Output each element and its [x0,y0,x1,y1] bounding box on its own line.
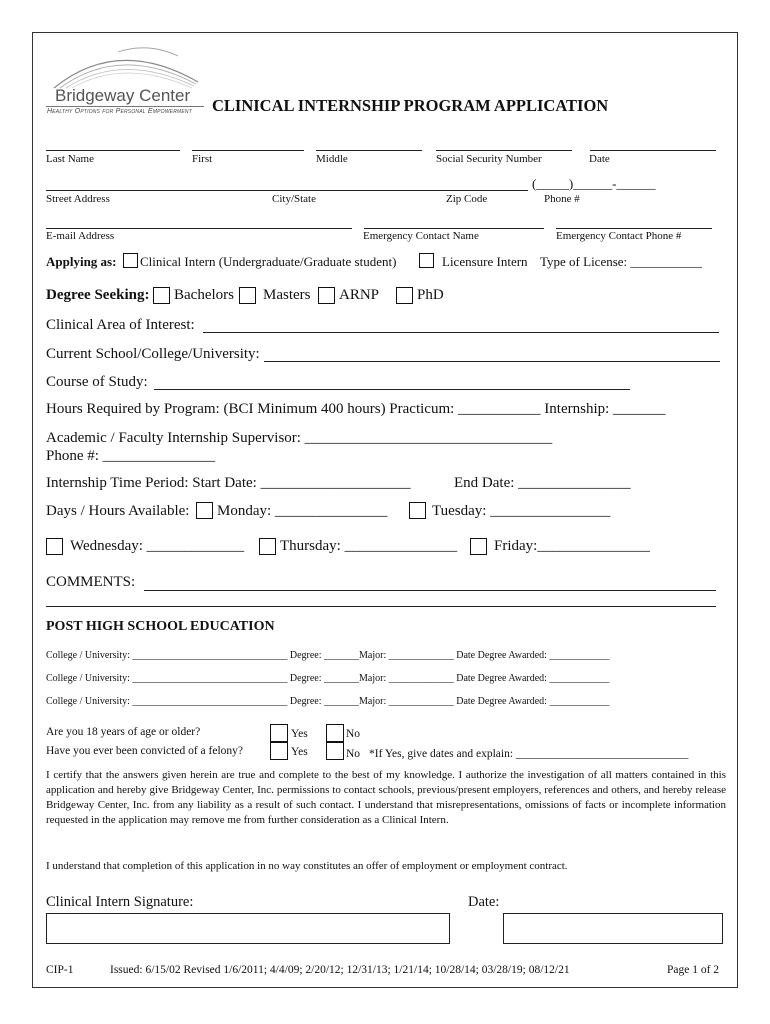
signature-label: Clinical Intern Signature: [46,894,194,910]
tuesday-checkbox[interactable] [409,502,426,519]
education-row[interactable]: College / University: _______________________________ Degree: _______Major: _____________ Date Degree Awarded: ____________ [46,696,610,707]
supervisor-phone-field[interactable]: Phone #: _______________ [46,448,216,464]
course-label: Course of Study: [46,374,148,390]
licensure-intern-option: Licensure Intern [442,254,528,269]
date-field[interactable] [590,150,716,151]
age-no-checkbox[interactable] [326,724,344,742]
form-code: CIP-1 [46,964,74,976]
license-type-field[interactable]: Type of License: ___________ [540,254,702,269]
licensure-intern-checkbox[interactable] [419,253,434,268]
last-name-field[interactable] [46,150,180,151]
zip-label: Zip Code [446,193,488,205]
emergency-name-label: Emergency Contact Name [363,230,479,242]
arnp-option: ARNP [339,287,380,303]
thursday-field[interactable]: Thursday: _______________ [280,538,458,554]
email-label: E-mail Address [46,230,115,242]
degree-seeking-label: Degree Seeking: [46,287,150,303]
thursday-checkbox[interactable] [259,538,276,555]
school-label: Current School/College/University: [46,346,260,362]
first-name-label: First [192,153,213,165]
education-row[interactable]: College / University: _______________________________ Degree: _______Major: _____________ Date Degree Awarded: ____________ [46,673,610,684]
school-field[interactable] [264,361,720,362]
hours-required[interactable]: Hours Required by Program: (BCI Minimum 400 hours) Practicum: ___________ Internship: _______ [46,401,666,417]
emergency-phone-field[interactable] [556,228,712,229]
felony-no-checkbox[interactable] [326,742,344,760]
age-yes-checkbox[interactable] [270,724,288,742]
phd-checkbox[interactable] [396,287,413,304]
middle-name-field[interactable] [316,150,422,151]
course-field[interactable] [154,389,630,390]
supervisor-field[interactable]: Academic / Faculty Internship Supervisor: _________________________________ [46,430,553,446]
age-yes-label: Yes [291,728,308,740]
start-date-field[interactable]: Internship Time Period: Start Date: ____________________ [46,475,411,491]
wednesday-field[interactable]: Wednesday: _____________ [70,538,245,554]
emergency-name-field[interactable] [364,228,544,229]
email-field[interactable] [46,228,352,229]
wednesday-checkbox[interactable] [46,538,63,555]
masters-checkbox[interactable] [239,287,256,304]
felony-yes-label: Yes [291,746,308,758]
tuesday-field[interactable]: Tuesday: ________________ [432,503,611,519]
end-date-field[interactable]: End Date: _______________ [454,475,631,491]
applying-label: Applying as: [46,254,117,269]
form-title: CLINICAL INTERNSHIP PROGRAM APPLICATION [212,96,609,115]
clinical-intern-checkbox[interactable] [123,253,138,268]
date-label: Date [589,153,610,165]
logo-divider [46,106,204,107]
logo-arc-icon [48,42,208,90]
clinical-area-label: Clinical Area of Interest: [46,317,195,333]
emergency-phone-label: Emergency Contact Phone # [556,230,682,242]
page-number: Page 1 of 2 [667,964,720,976]
issued-dates: Issued: 6/15/02 Revised 1/6/2011; 4/4/09; 2/20/12; 12/31/13; 1/21/14; 10/28/14; 03/28/19; 08/12/21 [110,964,570,976]
certification-text: I certify that the answers given herein are true and complete to the best of my knowledge. I authorize the investigation of all matters contained in this application and hereby give Bridgeway Center, Inc. permissions to contact schools, previous/present employers, references and others, and hereby release Bridgeway Center, Inc. from any liability as a result of such contact. I understand that misrepresentations, omissions of facts or incomplete information requested in the application may remove me from further consideration as a Clinical Intern. [46,769,726,826]
last-name-label: Last Name [46,153,94,165]
clinical-area-field[interactable] [203,332,719,333]
phone-field[interactable]: (_____)______-______ [532,176,656,191]
comments-label: COMMENTS: [46,574,136,590]
days-available-label: Days / Hours Available: [46,503,190,519]
age-no-label: No [346,728,361,740]
felony-question: Have you ever been convicted of a felony? [46,745,244,757]
phone-label: Phone # [544,193,580,205]
street-label: Street Address [46,193,110,205]
phd-option: PhD [417,287,444,303]
ssn-label: Social Security Number [436,153,542,165]
comments-field-line-2[interactable] [46,606,716,607]
signature-box[interactable] [46,913,450,944]
monday-checkbox[interactable] [196,502,213,519]
city-state-label: City/State [272,193,316,205]
clinical-intern-option: Clinical Intern (Undergraduate/Graduate student) [140,254,397,269]
first-name-field[interactable] [192,150,304,151]
signature-date-label: Date: [468,894,500,910]
bachelors-checkbox[interactable] [153,287,170,304]
bachelors-option: Bachelors [174,287,234,303]
felony-explain-field[interactable]: *If Yes, give dates and explain: ______________________________ [369,748,689,760]
comments-field[interactable] [144,590,716,591]
education-heading: POST HIGH SCHOOL EDUCATION [46,619,275,634]
ssn-field[interactable] [436,150,572,151]
middle-name-label: Middle [316,153,348,165]
monday-field[interactable]: Monday: _______________ [217,503,388,519]
signature-date-box[interactable] [503,913,723,944]
logo-name: Bridgeway Center [55,86,191,105]
friday-field[interactable]: Friday:_______________ [494,538,650,554]
arnp-checkbox[interactable] [318,287,335,304]
age-question: Are you 18 years of age or older? [46,726,201,738]
felony-yes-checkbox[interactable] [270,742,288,760]
address-field[interactable] [46,190,528,191]
friday-checkbox[interactable] [470,538,487,555]
understand-text: I understand that completion of this application in no way constitutes an offer of employment or employment contract. [46,860,568,872]
education-row[interactable]: College / University: _______________________________ Degree: _______Major: _____________ Date Degree Awarded: ____________ [46,650,610,661]
felony-no-label: No [346,748,361,760]
logo-tagline: Healthy Options for Personal Empowerment [47,108,192,115]
masters-option: Masters [263,287,311,303]
